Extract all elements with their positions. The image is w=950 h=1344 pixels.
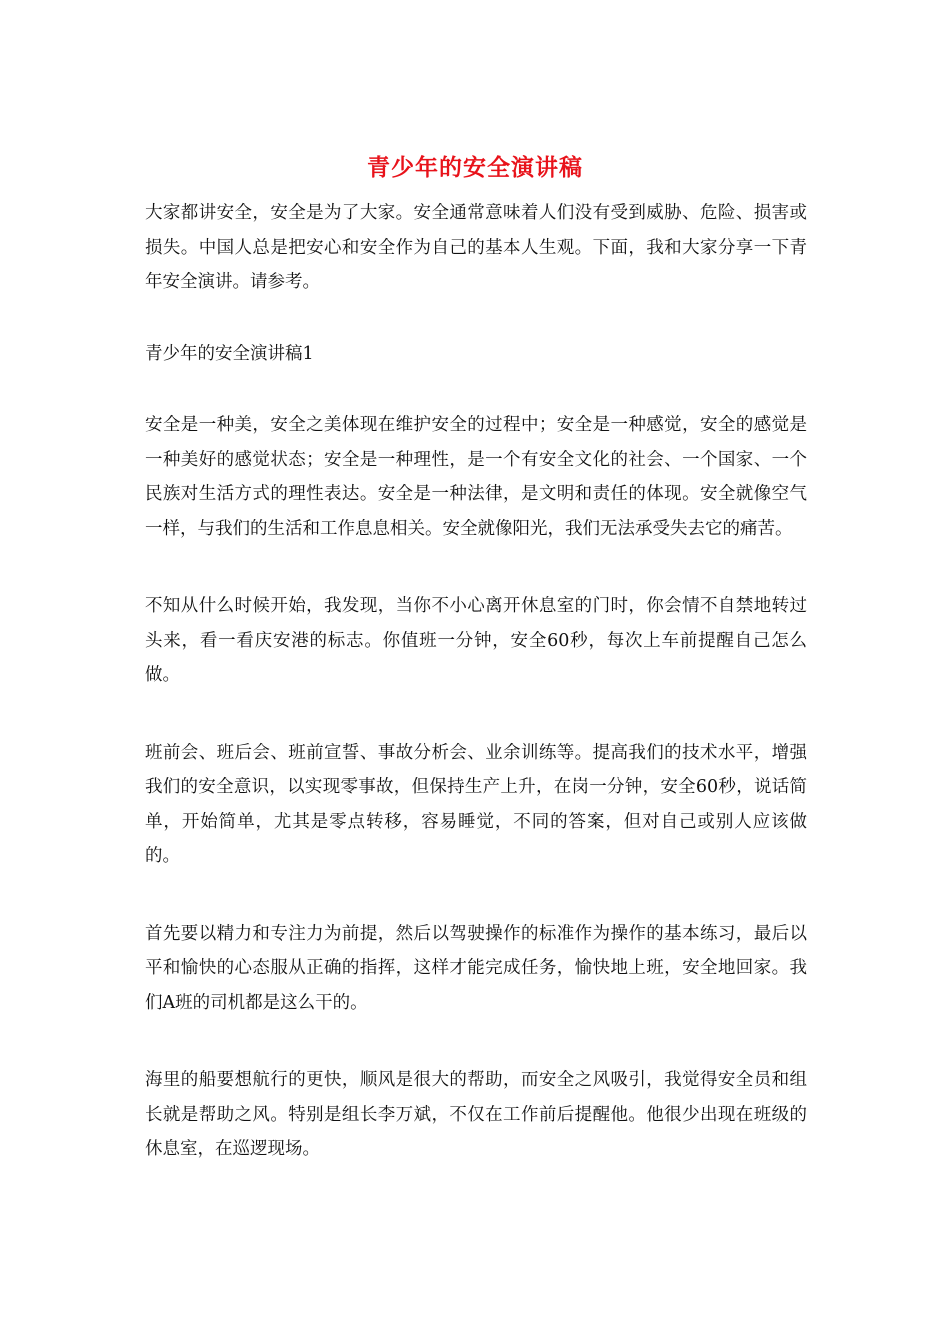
body-paragraph-4: 首先要以精力和专注力为前提，然后以驾驶操作的标准作为操作的基本练习，最后以平和愉快的心态服从正确的指挥，这样才能完成任务，愉快地上班，安全地回家。我们A班的司机都是这么干的。 <box>145 923 807 1013</box>
section-heading: 青少年的安全演讲稿1 <box>145 343 314 364</box>
body-paragraph-5: 海里的船要想航行的更快，顺风是很大的帮助，而安全之风吸引，我觉得安全员和组长就是帮助之风。特别是组长李万斌，不仅在工作前后提醒他。他很少出现在班级的休息室，在巡逻现场。 <box>145 1070 807 1159</box>
body-paragraph-3: 班前会、班后会、班前宣誓、事故分析会、业余训练等。提高我们的技术水平，增强我们的安全意识，以实现零事故，但保持生产上升，在岗一分钟，安全60秒，说话简单，开始简单，尤其是零点转移，容易睡觉，不同的答案，但对自己或别人应该做的。 <box>145 742 807 866</box>
document-title: 青少年的安全演讲稿 <box>367 154 583 181</box>
body-paragraph-1: 安全是一种美，安全之美体现在维护安全的过程中；安全是一种感觉，安全的感觉是一种美好的感觉状态；安全是一种理性，是一个有安全文化的社会、一个国家、一个民族对生活方式的理性表达。安全是一种法律，是文明和责任的体现。安全就像空气一样，与我们的生活和工作息息相关。安全就像阳光，我们无法承受失去它的痛苦。 <box>145 415 807 539</box>
document-body <box>145 196 807 1210</box>
intro-paragraph: 大家都讲安全，安全是为了大家。安全通常意味着人们没有受到威胁、危险、损害或损失。中国人总是把安心和安全作为自己的基本人生观。下面，我和大家分享一下青年安全演讲。请参考。 <box>145 203 807 292</box>
body-paragraph-2: 不知从什么时候开始，我发现，当你不小心离开休息室的门时，你会情不自禁地转过头来，看一看庆安港的标志。你值班一分钟，安全60秒，每次上车前提醒自己怎么做。 <box>145 596 807 685</box>
